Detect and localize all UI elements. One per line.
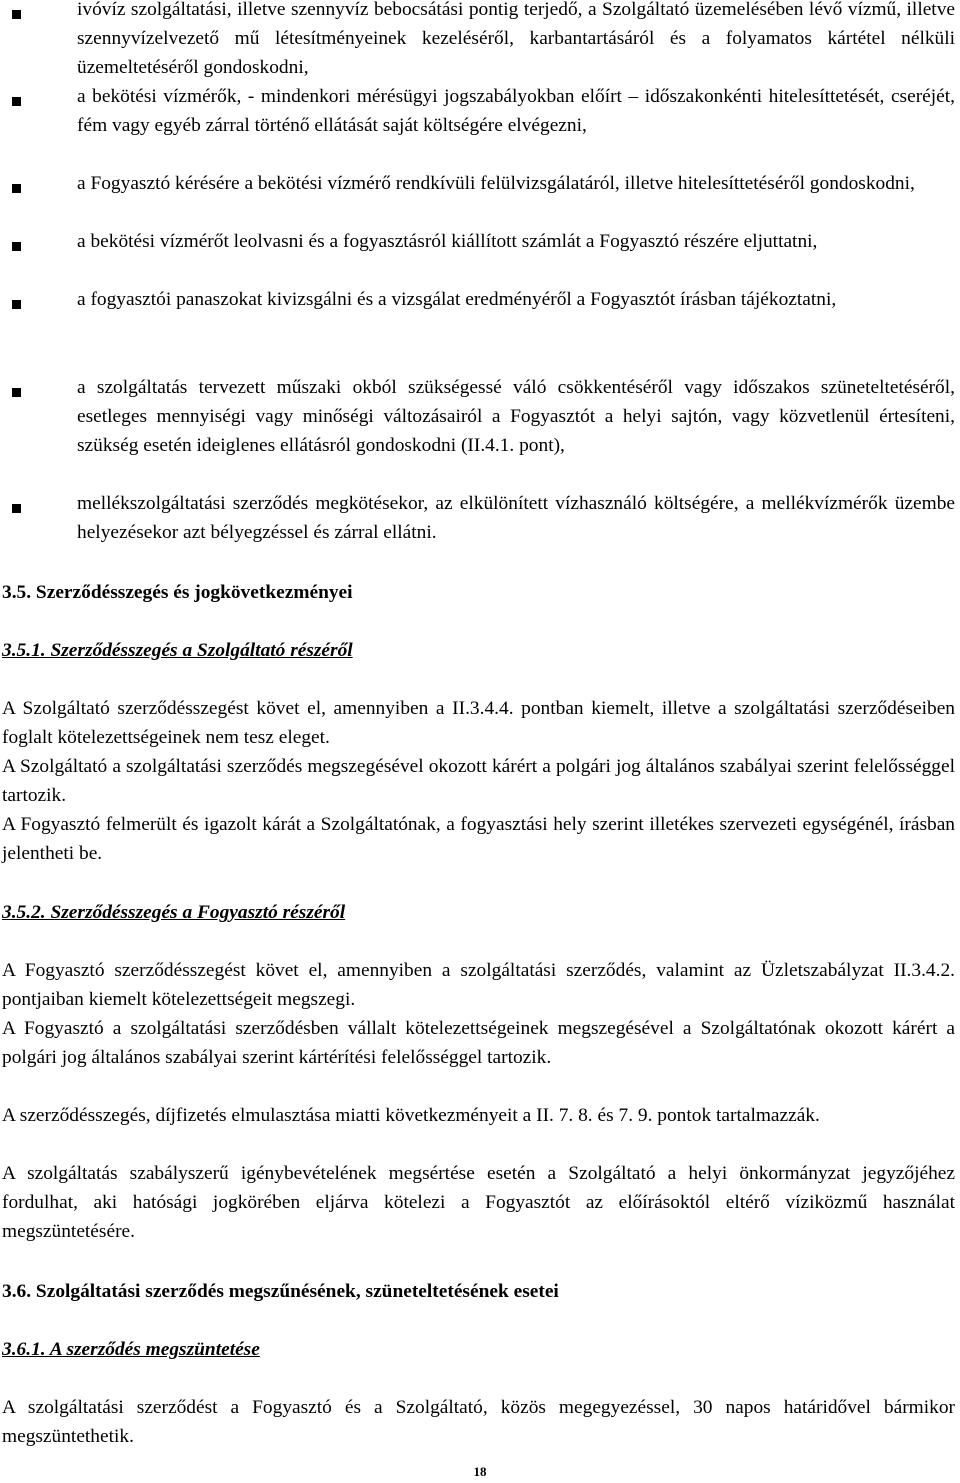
paragraph: A Szolgáltató szerződésszegést követ el, amennyiben a II.3.4.4. pontban kiemelt, illetve a szolgáltatási szerződéseiben foglalt kötelezettségeinek nem tesz eleget. — [2, 698, 955, 748]
paragraph: A Szolgáltató a szolgáltatási szerződés megszegésével okozott kárért a polgári jog általános szabályai szerint felelősséggel tartozik. — [2, 756, 955, 806]
square-bullet-icon — [12, 300, 21, 309]
square-bullet-icon — [12, 242, 21, 251]
list-item: a szolgáltatás tervezett műszaki okból szükségessé váló csökkentéséről vagy időszakos szüneteltetéséről, esetleges mennyiségi vagy minőségi változásairól a Fogyasztót a helyi sajtón, vagy közvetlenül értesíteni, szükség esetén ideiglenes ellátásról gondoskodni (II.4.1. pont), — [77, 377, 955, 456]
list-item: a Fogyasztó kérésére a bekötési vízmérő rendkívüli felülvizsgálatáról, illetve hitelesíttetéséről gondoskodni, — [77, 173, 915, 194]
section-heading-3-5: 3.5. Szerződésszegés és jogkövetkezményei — [2, 582, 353, 603]
square-bullet-icon — [12, 10, 21, 19]
list-item: a fogyasztói panaszokat kivizsgálni és a vizsgálat eredményéről a Fogyasztót írásban tájékoztatni, — [77, 289, 837, 310]
page-number: 18 — [473, 1464, 487, 1479]
paragraph: A Fogyasztó a szolgáltatási szerződésben vállalt kötelezettségeinek megszegésével a Szolgáltatónak okozott kárért a polgári jog általános szabályai szerint kártérítési felelősséggel tartozik. — [2, 1018, 955, 1068]
subsection-heading-3-5-2: 3.5.2. Szerződésszegés a Fogyasztó részéről — [2, 902, 346, 923]
paragraph: A szolgáltatási szerződést a Fogyasztó és a Szolgáltató, közös megegyezéssel, 30 napos határidővel bármikor megszüntethetik. — [2, 1397, 955, 1447]
square-bullet-icon — [12, 504, 21, 513]
list-item: mellékszolgáltatási szerződés megkötésekor, az elkülönített vízhasználó költségére, a mellékvízmérők üzembe helyezésekor azt bélyegzéssel és zárral ellátni. — [77, 493, 955, 543]
square-bullet-icon — [12, 388, 21, 397]
paragraph: A Fogyasztó szerződésszegést követ el, amennyiben a szolgáltatási szerződés, valamint az Üzletszabályzat II.3.4.2. pontjaiban kiemelt kötelezettségeit megszegi. — [2, 960, 955, 1010]
square-bullet-icon — [12, 97, 21, 106]
square-bullet-icon — [12, 184, 21, 193]
list-item: a bekötési vízmérőt leolvasni és a fogyasztásról kiállított számlát a Fogyasztó részére eljuttatni, — [77, 231, 818, 252]
subsection-heading-3-6-1: 3.6.1. A szerződés megszüntetése — [2, 1339, 260, 1360]
subsection-heading-3-5-1: 3.5.1. Szerződésszegés a Szolgáltató részéről — [2, 640, 353, 661]
paragraph: A Fogyasztó felmerült és igazolt kárát a Szolgáltatónak, a fogyasztási hely szerint illetékes szervezeti egységénél, írásban jelentheti be. — [2, 814, 955, 864]
paragraph: A szolgáltatás szabályszerű igénybevételének megsértése esetén a Szolgáltató a helyi önkormányzat jegyzőjéhez fordulhat, aki hatósági jogkörében eljárva kötelezi a Fogyasztót az előírásoktól eltérő víziközmű használat megszüntetésére. — [2, 1163, 955, 1242]
list-item: a bekötési vízmérők, - mindenkori mérésügyi jogszabályokban előírt – időszakonkénti hitelesíttetését, cseréjét, fém vagy egyéb zárral történő ellátását saját költségére elvégezni, — [77, 86, 955, 136]
section-heading-3-6: 3.6. Szolgáltatási szerződés megszűnésének, szüneteltetésének esetei — [2, 1281, 559, 1302]
list-item: ivóvíz szolgáltatási, illetve szennyvíz bebocsátási pontig terjedő, a Szolgáltató üzemelésében lévő vízmű, illetve szennyvízelvezető mű létesítményeinek kezeléséről, karbantartásáról és a folyamatos kártétel nélküli üzemeltetéséről gondoskodni, — [77, 0, 955, 78]
paragraph: A szerződésszegés, díjfizetés elmulasztása miatti következményeit a II. 7. 8. és 7. 9. pontok tartalmazzák. — [2, 1105, 820, 1126]
